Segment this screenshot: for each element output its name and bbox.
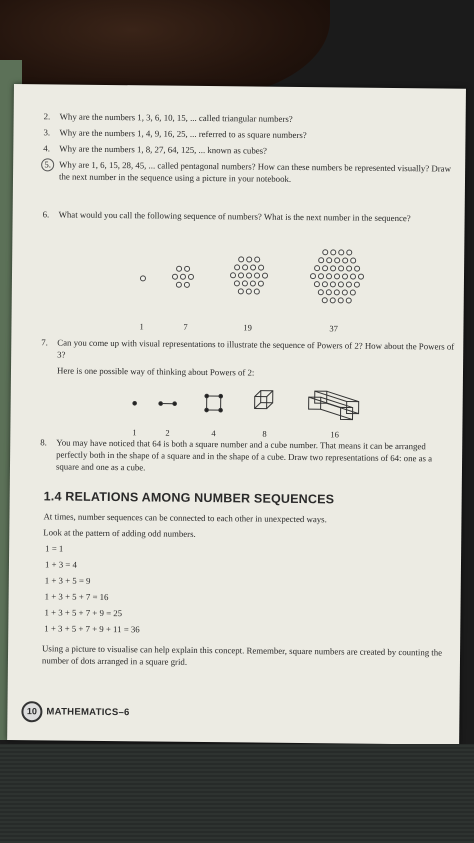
dot [238,256,244,262]
power-label: 16 [330,429,339,440]
question-6 [42,208,459,224]
dot [262,273,268,279]
dot [246,272,252,278]
dot [254,273,260,279]
closing-paragraph: Using a picture to visualise can help explain this concept. Remember, square numbers are created by counting the number of dots arranged in a square grid. [41,643,443,667]
hex-label: 1 [139,321,144,332]
page-number: 10 [21,701,42,722]
dot [350,274,356,280]
book-title: MATHEMATICS–6 [46,706,130,719]
power-label: 8 [262,428,267,439]
dot [350,290,356,296]
dot [322,281,328,287]
dot [254,289,260,295]
dot [326,273,332,279]
powers-of-two-figures [10,380,463,445]
dot [230,272,236,278]
dot [176,282,182,288]
page-footer [21,701,129,723]
dot [338,265,344,271]
dot [250,264,256,270]
dot [342,257,348,263]
dot [350,258,356,264]
hex-label: 7 [183,321,188,332]
dot [346,265,352,271]
dot [338,249,344,255]
dot [318,273,324,279]
question-text: Can you come up with visual representations to illustrate the sequence of Powers of 2? How about the Powers of 3? [57,337,455,360]
dot [334,257,340,263]
question-number: 3. [43,127,51,138]
power-1-dot [133,401,137,405]
dot [246,256,252,262]
dot [258,265,264,271]
question-number-circled: 5. [41,158,54,171]
dot [342,289,348,295]
hex-figure-37 [12,234,464,239]
dot [238,288,244,294]
dot [358,274,364,280]
dot [354,282,360,288]
dot [310,273,316,279]
section-intro-1: At times, number sequences can be connected to each other in unexpected ways. [43,511,327,525]
power-label: 2 [165,427,170,438]
question-5 [44,158,459,186]
dot [322,297,328,303]
dot [246,288,252,294]
dot [184,266,190,272]
dot [326,257,332,263]
hex-figure-19 [12,234,464,239]
dot [318,289,324,295]
photo-fabric-background [0,744,474,843]
power-label: 4 [211,428,216,439]
dot [330,297,336,303]
dot [176,266,182,272]
powers-intro: Here is one possible way of thinking about Powers of 2: [56,365,255,378]
dot [184,282,190,288]
power-label: 1 [132,427,137,438]
equation-line: 1 + 3 = 4 [44,559,77,570]
question-number: 6. [42,209,50,220]
question-text: You may have noticed that 64 is both a square number and a cube number. That means it can be arranged perfectly both in the shape of a square and in the shape of a cube. Draw two representations of 64: one as a square and one as a cube. [55,437,433,473]
question-number: 8. [40,437,47,448]
dot [242,264,248,270]
dot [338,281,344,287]
question-number: 2. [43,111,51,122]
dot [354,266,360,272]
dot [258,281,264,287]
question-text: Why are the numbers 1, 3, 6, 10, 15, ... called triangular numbers? [59,111,293,124]
equation-line: 1 + 3 + 5 = 9 [44,575,91,586]
question-3 [43,126,459,142]
dot [322,265,328,271]
dot [234,280,240,286]
dot [188,274,194,280]
question-text: Why are the numbers 1, 4, 9, 16, 25, ... referred to as square numbers? [59,127,307,141]
question-7 [41,336,457,364]
hex-figure-7 [12,234,464,239]
dot [318,257,324,263]
question-number: 4. [43,143,50,154]
dot [180,274,186,280]
section-intro-2: Look at the pattern of adding odd numbers. [43,527,196,539]
dot [254,257,260,263]
equation-line: 1 + 3 + 5 + 7 + 9 + 11 = 36 [44,623,140,635]
dot [334,273,340,279]
dot [322,249,328,255]
question-text: Why are the numbers 1, 8, 27, 64, 125, ... known as cubes? [59,143,268,156]
dot [238,272,244,278]
question-number: 7. [41,337,48,348]
hex-label: 37 [329,323,339,334]
hex-figure-1-dot [140,275,146,281]
textbook-page [7,84,466,745]
dot [346,281,352,287]
dot [330,249,336,255]
question-8 [40,436,456,476]
dot [314,265,320,271]
dot [330,265,336,271]
dot [334,289,340,295]
section-heading: 1.4 RELATIONS AMONG NUMBER SEQUENCES [43,489,335,507]
dot [342,273,348,279]
equation-line: 1 = 1 [45,543,64,554]
question-text: What would you call the following sequence of numbers? What is the next number in the sequence? [58,209,411,224]
question-text: Why are 1, 6, 15, 28, 45, ... called pentagonal numbers? How can these numbers be represented visually? Draw the next number in the sequence using a picture in your notebook. [58,159,452,184]
dot [172,274,178,280]
hex-label: 19 [243,322,253,333]
question-2 [43,110,460,126]
hexagonal-figures [11,234,464,339]
dot [346,249,352,255]
dot [234,264,240,270]
dot [338,297,344,303]
powers-diagram [10,380,462,429]
dot [314,281,320,287]
dot [326,289,332,295]
dot [346,297,352,303]
dot [242,280,248,286]
equation-line: 1 + 3 + 5 + 7 = 16 [44,591,109,603]
question-4 [43,142,459,158]
dot [250,280,256,286]
power-4-square [207,396,221,410]
dot [330,281,336,287]
equation-line: 1 + 3 + 5 + 7 + 9 = 25 [44,607,123,619]
